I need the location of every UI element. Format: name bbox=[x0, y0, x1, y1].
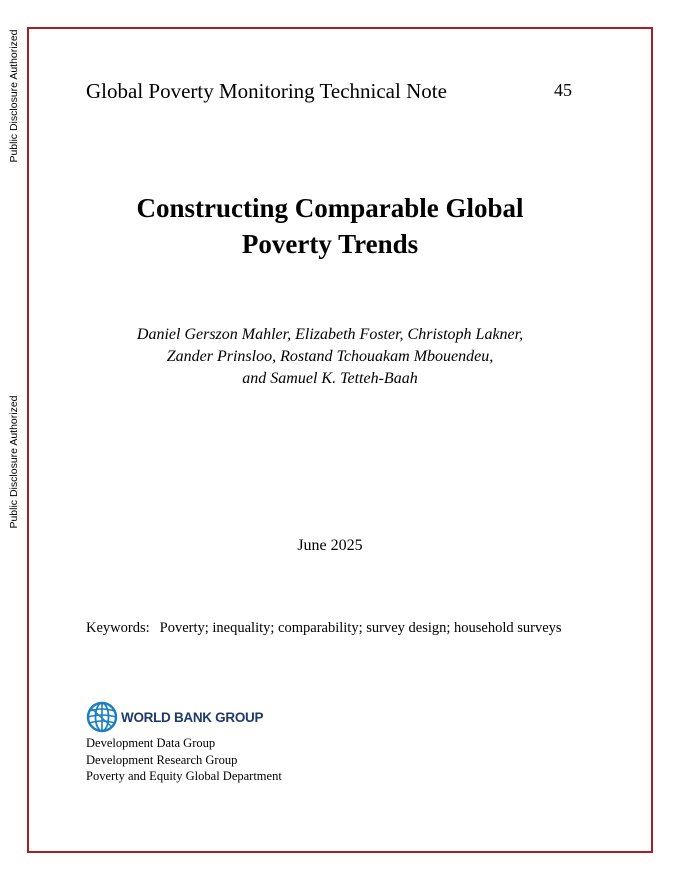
globe-icon bbox=[86, 701, 118, 733]
world-bank-logo bbox=[86, 700, 263, 734]
title-line: Poverty Trends bbox=[241, 229, 419, 259]
publication-date: June 2025 bbox=[297, 537, 363, 554]
keywords-label: Keywords: bbox=[86, 620, 150, 636]
document-title bbox=[0, 190, 660, 262]
logo-text: WORLD BANK GROUP bbox=[121, 709, 264, 725]
authors bbox=[0, 324, 660, 390]
department-item: Poverty and Equity Global Department bbox=[86, 769, 282, 783]
series-title: Global Poverty Monitoring Technical Note bbox=[86, 79, 447, 103]
keywords-value: Poverty; inequality; comparability; survey design; household surveys bbox=[159, 620, 562, 636]
department-list bbox=[86, 735, 282, 785]
note-number: 45 bbox=[554, 80, 572, 100]
author-line: and Samuel K. Tetteh-Baah bbox=[242, 370, 418, 387]
author-line: Zander Prinsloo, Rostand Tchouakam Mbouendeu, bbox=[166, 348, 494, 365]
author-line: Daniel Gerszon Mahler, Elizabeth Foster, Christoph Lakner, bbox=[136, 326, 524, 343]
department-item: Development Research Group bbox=[86, 752, 238, 767]
disclosure-label-bottom: Public Disclosure Authorized bbox=[8, 395, 20, 529]
keywords bbox=[86, 620, 562, 637]
title-line: Constructing Comparable Global bbox=[136, 193, 524, 223]
department-item: Development Data Group bbox=[86, 736, 216, 750]
disclosure-label-top: Public Disclosure Authorized bbox=[8, 29, 20, 163]
